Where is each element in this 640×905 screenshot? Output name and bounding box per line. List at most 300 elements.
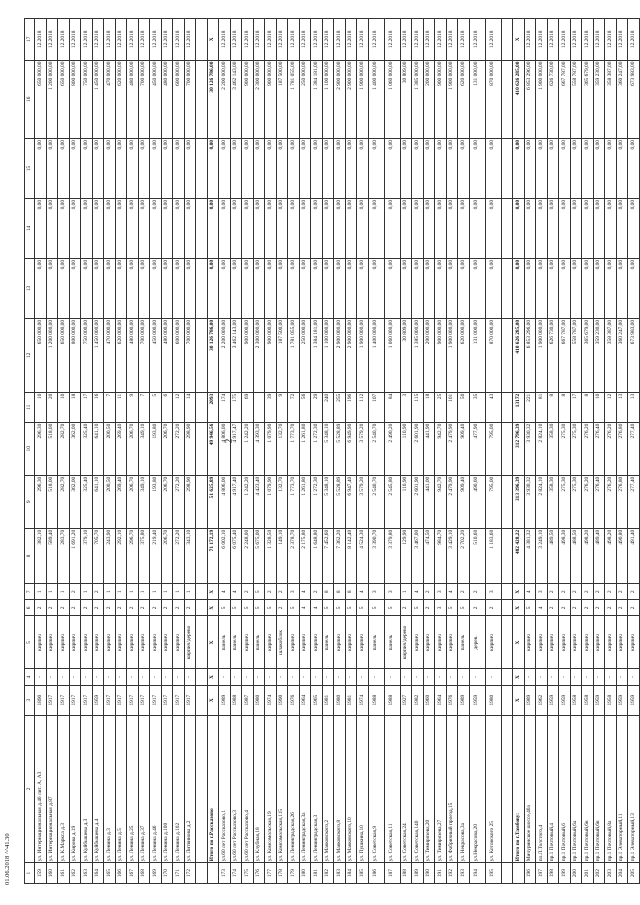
cell-col-17: 12.2018 <box>104 19 116 61</box>
column-number-8: 8 <box>25 528 35 583</box>
cell-col-5: кирпич <box>435 616 447 669</box>
cell-col-8: 219,40 <box>150 528 162 583</box>
cell-col-7: 2 <box>276 584 288 600</box>
cell-col-6: 2 <box>138 600 150 616</box>
cell-col-10: 3 579,20 <box>357 422 369 475</box>
cell-col-13: 0,00 <box>161 258 173 318</box>
cell-col-5: кирпич <box>242 616 254 669</box>
cell-col-5: X <box>513 616 525 669</box>
cell-col-5: кирпич <box>446 616 458 669</box>
cell-col-4: - <box>616 669 628 685</box>
cell-col-11: 43 <box>485 392 501 422</box>
cell-col-14: 0,00 <box>384 198 400 258</box>
cell-col-1: 164 <box>92 863 104 884</box>
table-row <box>81 19 93 884</box>
cell-col-17: 12.2018 <box>446 19 458 61</box>
cell-col-13: 0,00 <box>173 258 185 318</box>
cell-col-15: 0,00 <box>322 139 334 199</box>
table-row <box>423 19 435 884</box>
cell-col-7: 4 <box>446 584 458 600</box>
cell-col-3: 1917 <box>161 685 173 715</box>
cell-col-2: ул. Ленина д.37 <box>138 715 150 863</box>
cell-col-6: 5 <box>253 600 265 616</box>
cell-col-2: пл.Л.Толстого,4 <box>536 715 548 863</box>
cell-col-1: 185 <box>357 863 369 884</box>
cell-col-8: 498,20 <box>582 528 594 583</box>
cell-col-7: 2 <box>242 584 254 600</box>
cell-col-11: 20 <box>46 392 58 422</box>
cell-col-6: 5 <box>230 600 242 616</box>
table-row <box>92 19 104 884</box>
cell-col-9: 282,70 <box>58 475 70 528</box>
cell-col-7: 3 <box>435 584 447 600</box>
cell-col-9: 641,10 <box>92 475 104 528</box>
cell-col-7: 4 <box>299 584 311 600</box>
cell-col-13: 0,00 <box>138 258 150 318</box>
cell-col-6: 5 <box>368 600 384 616</box>
cell-col-2: ул. Маяковского,10 <box>345 715 357 863</box>
cell-col-9: 313 396,39 <box>513 475 525 528</box>
cell-col-6: 2 <box>161 600 173 616</box>
spacer-row <box>196 19 208 884</box>
cell-col-15: 0,00 <box>435 139 447 199</box>
cell-col-4: - <box>69 669 81 685</box>
cell-col-14: 0,00 <box>605 198 617 258</box>
cell-col-11: 9 <box>276 392 288 422</box>
cell-col-15: 0,00 <box>138 139 150 199</box>
cell-col-16: 667 787,00 <box>559 60 571 138</box>
cell-col-16: 558 787,00 <box>570 60 582 138</box>
cell-col-15: 0,00 <box>115 139 127 199</box>
cell-col-12: 30 809,00 <box>400 318 412 392</box>
cell-col-10: 269,40 <box>115 422 127 475</box>
cell-col-17: 12.2018 <box>322 19 334 61</box>
cell-col-7: 4 <box>412 584 424 600</box>
cell-col-17: 12.2018 <box>458 19 470 61</box>
cell-col-10: 193,80 <box>150 422 162 475</box>
cell-col-12: 3 462 143,00 <box>230 318 242 392</box>
cell-col-9: 358,30 <box>547 475 559 528</box>
cell-col-17: 12.2018 <box>559 19 571 61</box>
cell-col-16: 480 000,00 <box>161 60 173 138</box>
cell-col-17: 12.2018 <box>242 19 254 61</box>
cell-col-13 <box>501 258 513 318</box>
cell-col-6: 5 <box>524 600 536 616</box>
cell-col-8: 4 381,32 <box>524 528 536 583</box>
cell-col-10: 277,40 <box>628 422 640 475</box>
cell-col-9 <box>196 475 208 528</box>
cell-col-3: 1988 <box>230 685 242 715</box>
cell-col-13: 0,00 <box>115 258 127 318</box>
cell-col-17: 12.2018 <box>35 19 47 61</box>
cell-col-12: 1 100 000,00 <box>322 318 334 392</box>
cell-col-8: 1 648,80 <box>311 528 323 583</box>
cell-col-8: 283,70 <box>58 528 70 583</box>
cell-col-15: 0,00 <box>150 139 162 199</box>
cell-col-5: панель <box>253 616 265 669</box>
cell-col-6: 2 <box>58 600 70 616</box>
cell-col-16: 30 809,00 <box>400 60 412 138</box>
cell-col-11: 3 <box>400 392 412 422</box>
cell-col-7: X <box>207 584 219 600</box>
cell-col-2: ул. Литвинова д.2 <box>184 715 196 863</box>
cell-col-16: 900 000,00 <box>242 60 254 138</box>
table-row <box>219 19 231 884</box>
cell-col-5: кирпич <box>173 616 185 669</box>
cell-col-3: 1974 <box>265 685 277 715</box>
cell-col-14: 0,00 <box>485 198 501 258</box>
cell-col-6: 2 <box>559 600 571 616</box>
cell-col-9: 275,30 <box>570 475 582 528</box>
cell-col-7: 2 <box>469 584 485 600</box>
cell-col-13: 0,00 <box>582 258 594 318</box>
cell-col-3: 1980 <box>253 685 265 715</box>
cell-col-15: 0,00 <box>334 139 346 199</box>
cell-col-14: 0,00 <box>412 198 424 258</box>
cell-col-5: кирпич <box>288 616 300 669</box>
cell-col-8: 3 429,10 <box>446 528 458 583</box>
cell-col-8: 71 172,19 <box>207 528 219 583</box>
cell-col-4: - <box>265 669 277 685</box>
cell-col-15: 0,00 <box>384 139 400 199</box>
cell-col-17: 12.2018 <box>46 19 58 61</box>
cell-col-17: 12.2018 <box>485 19 501 61</box>
cell-col-2: ул. Ленина д.3 <box>104 715 116 863</box>
cell-col-4: - <box>311 669 323 685</box>
cell-col-12: 800 000,00 <box>69 318 81 392</box>
cell-col-10: 2 490,20 <box>384 422 400 475</box>
cell-col-3: 1988 <box>368 685 384 715</box>
cell-col-10: 2 824,10 <box>536 422 548 475</box>
cell-col-13: 0,00 <box>150 258 162 318</box>
cell-col-7: 3 <box>485 584 501 600</box>
cell-col-12: 1 900 000,00 <box>446 318 458 392</box>
cell-col-15: 0,00 <box>469 139 485 199</box>
cell-col-10: 362,00 <box>69 422 81 475</box>
column-number-row <box>25 19 35 884</box>
column-number-2: 2 <box>25 715 35 863</box>
cell-col-2: ул.60 лет Рассказово,3 <box>230 715 242 863</box>
cell-col-6: 2 <box>127 600 139 616</box>
cell-col-11: 2093 <box>207 392 219 422</box>
cell-col-3: 1989 <box>219 685 231 715</box>
cell-col-9: 277,40 <box>628 475 640 528</box>
cell-col-9: 206,70 <box>161 475 173 528</box>
cell-col-7: 1 <box>35 584 47 600</box>
cell-col-7: 2 <box>311 584 323 600</box>
cell-col-2: ул. Кирова д.19 <box>69 715 81 863</box>
cell-col-12: 1 200 000,00 <box>46 318 58 392</box>
cell-col-9: 276,40 <box>593 475 605 528</box>
cell-col-8: 375,80 <box>138 528 150 583</box>
cell-col-6: 2 <box>400 600 412 616</box>
cell-col-13: 0,00 <box>536 258 548 318</box>
cell-col-6: 3 <box>435 600 447 616</box>
cell-col-11: 175 <box>230 392 242 422</box>
cell-col-2: ул. Ленина д.102 <box>173 715 185 863</box>
cell-col-10: 200,50 <box>104 422 116 475</box>
cell-col-13: 0,00 <box>446 258 458 318</box>
table-row <box>173 19 185 884</box>
table-row <box>150 19 162 884</box>
cell-col-11: 112 <box>357 392 369 422</box>
cell-col-8: 984,70 <box>435 528 447 583</box>
cell-col-15: 0,00 <box>547 139 559 199</box>
cell-col-8: 490,80 <box>616 528 628 583</box>
cell-col-16: 450 000,00 <box>150 60 162 138</box>
cell-col-1: 203 <box>605 863 617 884</box>
cell-col-17: 12.2018 <box>400 19 412 61</box>
cell-col-14: 0,00 <box>311 198 323 258</box>
cell-col-17: X <box>513 19 525 61</box>
cell-col-9: 2 601,90 <box>412 475 424 528</box>
cell-col-10: 6 949,90 <box>345 422 357 475</box>
cell-col-12: 30 126 786,00 <box>207 318 219 392</box>
cell-col-13: 0,00 <box>253 258 265 318</box>
cell-col-8: 292,10 <box>115 528 127 583</box>
cell-col-4: - <box>400 669 412 685</box>
cell-col-10: 2 601,90 <box>412 422 424 475</box>
cell-col-15: 0,00 <box>485 139 501 199</box>
cell-col-3: 1917 <box>184 685 196 715</box>
cell-col-1: 197 <box>536 863 548 884</box>
cell-col-17: 12.2018 <box>616 19 628 61</box>
cell-col-12: 358 387,00 <box>605 318 617 392</box>
cell-col-16: 673 983,00 <box>628 60 640 138</box>
cell-col-3: 1958 <box>582 685 594 715</box>
table-row <box>570 19 582 884</box>
cell-col-13: 0,00 <box>265 258 277 318</box>
column-number-3: 3 <box>25 685 35 715</box>
cell-col-7: 1 <box>400 584 412 600</box>
cell-col-8: 5 675,00 <box>253 528 265 583</box>
cell-col-7: 2 <box>92 584 104 600</box>
cell-col-7: 2 <box>265 584 277 600</box>
cell-col-6: 2 <box>104 600 116 616</box>
cell-col-14: 0,00 <box>161 198 173 258</box>
cell-col-5: кирпич <box>311 616 323 669</box>
cell-col-14: 0,00 <box>536 198 548 258</box>
cell-col-1: 190 <box>423 863 435 884</box>
cell-col-10: 110,90 <box>400 422 412 475</box>
cell-col-17: 12.2018 <box>628 19 640 61</box>
cell-col-11: 7 <box>138 392 150 422</box>
cell-col-2: пр.1 Почтовый,6 <box>559 715 571 863</box>
cell-col-11: 25 <box>435 392 447 422</box>
cell-col-16: 470 000,00 <box>104 60 116 138</box>
cell-col-3: 1962 <box>536 685 548 715</box>
cell-col-4: - <box>127 669 139 685</box>
cell-col-11: 17 <box>81 392 93 422</box>
cell-col-16: 1 400 000,00 <box>368 60 384 138</box>
cell-col-15: 0,00 <box>423 139 435 199</box>
cell-col-17: 12.2018 <box>524 19 536 61</box>
cell-col-5: панель <box>322 616 334 669</box>
cell-col-4: - <box>357 669 369 685</box>
cell-col-3: 1980 <box>334 685 346 715</box>
cell-col-5: кирпич <box>299 616 311 669</box>
cell-col-6: 2 <box>616 600 628 616</box>
cell-col-7: 8 <box>322 584 334 600</box>
cell-col-11: 7 <box>104 392 116 422</box>
cell-col-11: 18 <box>69 392 81 422</box>
cell-col-3: 1959 <box>469 685 485 715</box>
cell-col-7: 1 <box>104 584 116 600</box>
column-number-1: 1 <box>25 863 35 884</box>
cell-col-9: 1 079,90 <box>265 475 277 528</box>
cell-col-17: 12.2018 <box>582 19 594 61</box>
cell-col-6 <box>501 600 513 616</box>
cell-col-13: 0,00 <box>242 258 254 318</box>
cell-col-13: 0,00 <box>628 258 640 318</box>
cell-col-9: 1 242,20 <box>242 475 254 528</box>
cell-col-1: 177 <box>265 863 277 884</box>
cell-col-6: 4 <box>299 600 311 616</box>
cell-col-8: 4 524,30 <box>357 528 369 583</box>
cell-col-4: - <box>219 669 231 685</box>
cell-col-13: 0,00 <box>384 258 400 318</box>
cell-col-10: 3 930,32 <box>524 422 536 475</box>
cell-col-3: 1917 <box>46 685 58 715</box>
cell-col-1: 179 <box>288 863 300 884</box>
cell-col-3: 1927 <box>400 685 412 715</box>
cell-col-7: 8 <box>345 584 357 600</box>
cell-col-6: 2 <box>628 600 640 616</box>
cell-col-2: ул. Фабричный проезд,15 <box>446 715 458 863</box>
cell-col-5: кирпич <box>593 616 605 669</box>
cell-col-11: 6 <box>161 392 173 422</box>
cell-col-10: 1 272,30 <box>311 422 323 475</box>
cell-col-16: 200 000,00 <box>423 60 435 138</box>
cell-col-6: 5 <box>288 600 300 616</box>
cell-col-11: 10 <box>593 392 605 422</box>
cell-col-2: Итого по г.Тамбову: <box>513 715 525 863</box>
cell-col-8: 3 249,10 <box>536 528 548 583</box>
cell-col-14: 0,00 <box>524 198 536 258</box>
cell-col-13: 0,00 <box>46 258 58 318</box>
cell-col-12: 1 781 055,00 <box>288 318 300 392</box>
table-row <box>299 19 311 884</box>
cell-col-7: 4 <box>219 584 231 600</box>
cell-col-12: 620 000,00 <box>458 318 470 392</box>
cell-col-8: 382,10 <box>35 528 47 583</box>
cell-col-15 <box>196 139 208 199</box>
cell-col-7: 3 <box>536 584 548 600</box>
cell-col-5: кирпич <box>412 616 424 669</box>
cell-col-15: 0,00 <box>345 139 357 199</box>
table-row <box>559 19 571 884</box>
cell-col-5: шлакоблок <box>276 616 288 669</box>
cell-col-15: 0,00 <box>616 139 628 199</box>
cell-col-6: 5 <box>334 600 346 616</box>
cell-col-8: 2 702,20 <box>458 528 470 583</box>
cell-col-15: 0,00 <box>104 139 116 199</box>
cell-col-4: - <box>368 669 384 685</box>
cell-col-9: 3 930,32 <box>524 475 536 528</box>
cell-col-2: пр.1 Почтовый,6а <box>570 715 582 863</box>
cell-col-16: 360 247,00 <box>616 60 628 138</box>
cell-col-5: кирпич <box>616 616 628 669</box>
cell-col-14: 0,00 <box>345 198 357 258</box>
cell-col-12: 1 900 000,00 <box>536 318 548 392</box>
cell-col-6: 2 <box>547 600 559 616</box>
cell-col-17: 12.2018 <box>536 19 548 61</box>
cell-col-15: 0,00 <box>582 139 594 199</box>
cell-col-4: - <box>35 669 47 685</box>
cell-col-5: панель <box>230 616 242 669</box>
cell-col-9: 518,00 <box>46 475 58 528</box>
cell-col-7: 1 <box>161 584 173 600</box>
cell-col-2: Итого по г.Рассказово <box>207 715 219 863</box>
cell-col-14: 0,00 <box>513 198 525 258</box>
cell-col-10: 282,70 <box>58 422 70 475</box>
cell-col-5: дерев. <box>469 616 485 669</box>
cell-col-5: кирпич <box>536 616 548 669</box>
cell-col-5: кирпич/дерево <box>184 616 196 669</box>
cell-col-4: - <box>138 669 150 685</box>
cell-col-17: 12.2018 <box>345 19 357 61</box>
cell-col-17: 12.2018 <box>92 19 104 61</box>
cell-col-8: 206,70 <box>161 528 173 583</box>
cell-col-15: 0,00 <box>570 139 582 199</box>
cell-col-11: 115 <box>412 392 424 422</box>
cell-col-17: 12.2018 <box>423 19 435 61</box>
cell-col-4: - <box>435 669 447 685</box>
cell-col-4: - <box>412 669 424 685</box>
table-row <box>253 19 265 884</box>
cell-col-1: 172 <box>184 863 196 884</box>
cell-col-3: 1960 <box>423 685 435 715</box>
cell-col-11: 107 <box>368 392 384 422</box>
cell-col-13: 0,00 <box>400 258 412 318</box>
cell-col-9: 1 261,80 <box>299 475 311 528</box>
cell-col-3 <box>501 685 513 715</box>
cell-col-12: 667 787,00 <box>559 318 571 392</box>
cell-col-14: 0,00 <box>253 198 265 258</box>
cell-col-11: 5 <box>150 392 162 422</box>
cell-col-14 <box>196 198 208 258</box>
column-number-12: 12 <box>25 318 35 392</box>
cell-col-5: кирпич <box>150 616 162 669</box>
cell-col-3: 1917 <box>81 685 93 715</box>
cell-col-9: 275,30 <box>559 475 571 528</box>
cell-col-9: 4 806,00 <box>219 475 231 528</box>
cell-col-8: 6 002,10 <box>219 528 231 583</box>
cell-col-1: 204 <box>616 863 628 884</box>
cell-col-7: 2 <box>458 584 470 600</box>
cell-col-13: 0,00 <box>219 258 231 318</box>
cell-col-4: - <box>92 669 104 685</box>
table-row <box>628 19 640 884</box>
cell-col-14: 0,00 <box>435 198 447 258</box>
cell-col-7: 3 <box>368 584 384 600</box>
cell-col-12: 626 730,00 <box>547 318 559 392</box>
cell-col-17: 12.2018 <box>173 19 185 61</box>
cell-col-8: 7 452,60 <box>322 528 334 583</box>
cell-col-13: 0,00 <box>345 258 357 318</box>
cell-col-6: 5 <box>446 600 458 616</box>
cell-col-10: 4 393,30 <box>253 422 265 475</box>
cell-col-3: 1890 <box>35 685 47 715</box>
cell-col-10: 276,20 <box>582 422 594 475</box>
cell-col-2: ул. Ленина д.25 <box>127 715 139 863</box>
cell-col-3: 1959 <box>616 685 628 715</box>
cell-col-10: 1 773,70 <box>288 422 300 475</box>
cell-col-15: 0,00 <box>299 139 311 199</box>
cell-col-13: 0,00 <box>524 258 536 318</box>
cell-col-15: 0,00 <box>276 139 288 199</box>
cell-col-12: 600 000,00 <box>173 318 185 392</box>
